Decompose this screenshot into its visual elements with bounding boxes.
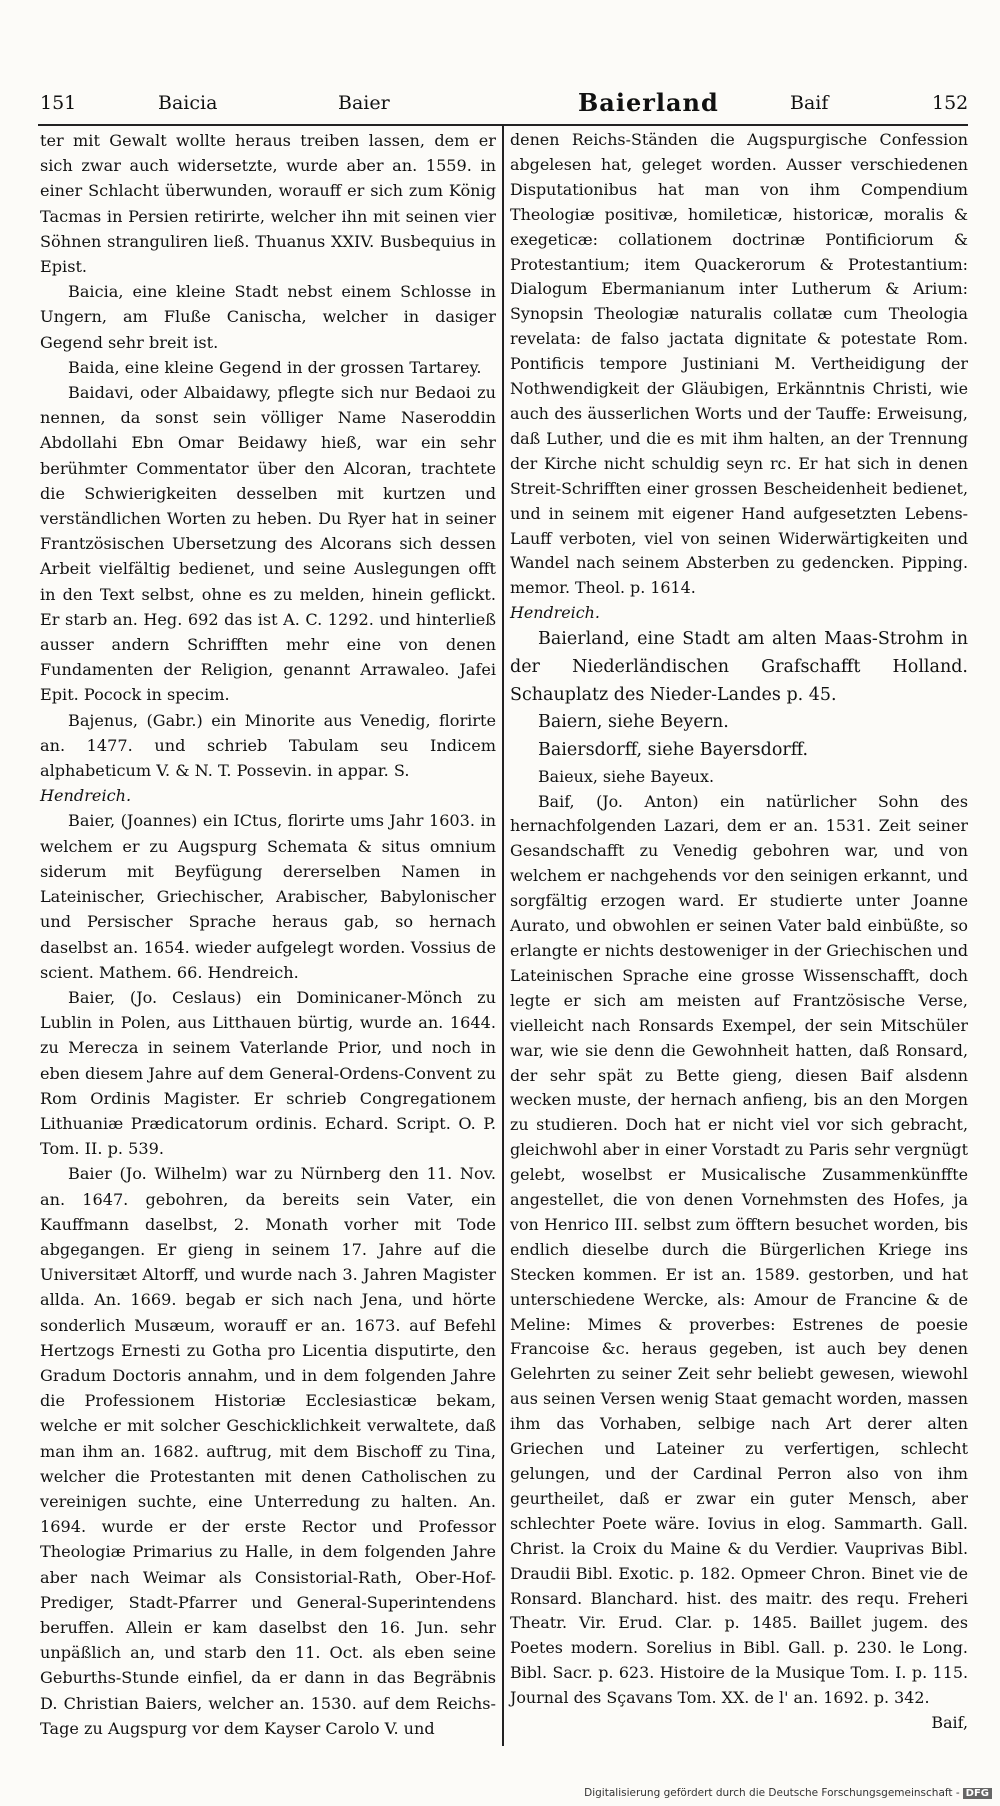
left-page-number: 151 bbox=[40, 92, 77, 114]
right-entry-5: Baieux, siehe Bayeux. bbox=[538, 766, 715, 786]
right-entry-2: Baierland, eine Stadt am alten Maas-Strohm in der Niederländischen Grafschafft Holland. Schauplatz des Nieder-Landes p. 45. bbox=[510, 629, 968, 705]
dfg-logo: DFG bbox=[963, 1788, 992, 1799]
left-reference-5: Hendreich. bbox=[40, 786, 132, 806]
left-entry-7: Baier, (Jo. Ceslaus) ein Dominicaner-Mönch zu Lublin in Polen, aus Litthauen bürtig, wurde an. 1644. zu Merecza in seinem Vaterlande Prior, und noch in eben diesem Jahre auf dem General-Ordens-Convent zu Rom Ordinis Magister. Er schrieb Congregationem Lithuaniæ Prædicatorum ordinis. Echard. Script. O. P. Tom. II. p. 539. bbox=[40, 987, 496, 1159]
right-entry-3: Baiern, siehe Beyern. bbox=[538, 712, 729, 733]
left-running-head-2: Baier bbox=[338, 92, 390, 114]
right-entry-6: Baif, (Jo. Anton) ein natürlicher Sohn des hernachfolgenden Lazari, dem er an. 1531. Zeit seiner Gesandschafft zu Venedig gebohren war, und von welchem er nachgehends vor den seinigen erkannt, und sorgfältig erzogen ward. Er studierte unter Joanne Aurato, und obwohlen er seinen Vater bald einbüßte, so erlangte er nichts destoweniger in der Griechischen und Lateinischen Sprache eine grosse Wissenschafft, doch legte er sich am meisten auf Frantzösische Verse, vielleicht nach Ronsards Exempel, der sein Mitschüler war, wie sie denn die Gewohnheit hatten, daß Ronsard, der sehr spät zu Bette gieng, diesen Baif alsdenn wecken muste, der hernach anfieng, bis an den Morgen zu studieren. Doch hat er nicht viel vor sich gebracht, gleichwohl aber in einer Vorstadt zu Paris sehr vergnügt gelebt, woselbst er Musicalische Zusammenkünffte angestellet, die von denen Vornehmsten des Hofes, ja von Henrico III. selbst zum öfftern besuchet worden, bis endlich dieselbe durch die Bürgerlichen Kriege ins Stecken kommen. Er ist an. 1589. gestorben, und hat unterschiedene Wercke, als: Amour de Francine & de Meline: Mimes & proverbes: Estrenes de poesie Francoise &c. heraus gegeben, ist auch bey denen Gelehrten zu seiner Zeit sehr beliebt gewesen, wiewohl aus seinen Versen wenig Staat gemacht worden, massen ihm das Vorhaben, selbige nach Art derer alten Griechen und Lateiner zu verfertigen, schlecht gelungen, und der Cardinal Perron also von ihm geurtheilet, daß er zwar ein guter Mensch, aber schlechter Poete wäre. Iovius in elog. Sammarth. Gall. Christ. la Croix du Maine & du Verdier. Vauprivas Bibl. Draudii Bibl. Exotic. p. 182. Opmeer Chron. Binet vie de Ronsard. Blanchard. hist. des maitr. des requ. Freheri Theatr. Vir. Erud. Clar. p. 1485. Baillet jugem. des Poetes modern. Sorelius in Bibl. Gall. p. 230. le Long. Bibl. Sacr. p. 623. Histoire de la Musique Tom. I. p. 115. Journal des Sçavans Tom. XX. de l' an. 1692. p. 342. bbox=[510, 791, 968, 1708]
digitization-footer bbox=[0, 1787, 992, 1799]
right-catchword-7: Baif, bbox=[931, 1713, 968, 1733]
left-entry-2: Baida, eine kleine Gegend in der grossen Tartarey. bbox=[68, 357, 482, 377]
column-divider bbox=[502, 126, 504, 1746]
left-entry-3: Baidavi, oder Albaidawy, pflegte sich nur Bedaoi zu nennen, da sonst sein völliger Name Naseroddin Abdollahi Ebn Omar Beidawy hieß, war ein sehr berühmter Commentator über den Alcoran, trachtete die Schwierigkeiten desselben mit kurtzen und verständlichen Worten zu heben. Du Ryer hat in seiner Frantzösischen Ubersetzung des Alcorans sich dessen Arbeit vielfältig bedienet, und seine Auslegungen offt in den Text selbst, ohne es zu melden, hinein geflickt. Er starb an. Heg. 692 das ist A. C. 1292. und hinterließ ausser andern Schrifften mehr eine von denen Fundamenten der Religion, genannt Arrawaleo. Jafei Epit. Pocock in specim. bbox=[40, 383, 496, 705]
right-column bbox=[510, 128, 968, 1736]
left-entry-1: Baicia, eine kleine Stadt nebst einem Schlosse in Ungern, am Fluße Canischa, welcher in dasiger Gegend sehr breit ist. bbox=[40, 282, 496, 352]
right-page-number: 152 bbox=[932, 92, 969, 114]
footer-text: Digitalisierung gefördert durch die Deutsche Forschungsgemeinschaft - bbox=[584, 1787, 960, 1799]
right-entry-0: denen Reichs-Ständen die Augspurgische Confession abgelesen hat, geleget worden. Ausser verschiedenen Disputationibus hat man von ihm Compendium Theologiæ positivæ, homileticæ, historicæ, moralis & exegeticæ: collationem doctrinæ Pontificiorum & Protestantium; item Quackerorum & Protestantium: Dialogum Ebermanianum inter Lutherum & Arium: Synopsin Theologiæ naturalis collatæ cum Theologia revelata: de falso jactata dignitate & potestate Rom. Pontificis tempore Justiniani M. Vertheidigung der Nothwendigkeit der Gläubigen, Erkänntnis Christi, wie auch des äusserlichen Worts und der Tauffe: Erweisung, daß Luther, und die es mit ihm halten, an der Trennung der Kirche nicht schuldig seyn rc. Er hat sich in denen Streit-Schrifften einer grossen Bescheidenheit bedienet, und in seinem mit eigener Hand aufgesetzten Lebens-Lauff verboten, viel von seinen Widerwärtigkeiten und Wandel nach seinem Absterben zu gedencken. Pipping. memor. Theol. p. 1614. bbox=[510, 130, 968, 598]
left-entry-0: ter mit Gewalt wollte heraus treiben lassen, dem er sich zwar auch widersetzte, wurde aber an. 1559. in einer Schlacht überwunden, worauff er sich zum König Tacmas in Persien retirirte, welcher ihn mit seinen vier Söhnen stranguliren ließ. Thuanus XXIV. Busbequius in Epist. bbox=[40, 131, 496, 277]
right-entry-4: Baiersdorff, siehe Bayersdorff. bbox=[538, 739, 809, 760]
right-running-head-2: Baif bbox=[790, 92, 829, 114]
left-entry-6: Baier, (Joannes) ein ICtus, florirte ums Jahr 1603. in welchem er zu Augspurg Schemata & situs omnium siderum mit Beyfügung dererselben Namen in Lateinischer, Griechischer, Arabischer, Babylonischer und Persischer Sprache heraus gab, so hernach daselbst an. 1654. wieder aufgelegt worden. Vossius de scient. Mathem. 66. Hendreich. bbox=[40, 811, 496, 982]
left-running-head-1: Baicia bbox=[158, 92, 218, 114]
left-column bbox=[40, 128, 496, 1741]
right-reference-1: Hendreich. bbox=[510, 603, 600, 623]
right-running-head-1: Baierland bbox=[578, 88, 719, 117]
left-entry-8: Baier (Jo. Wilhelm) war zu Nürnberg den 11. Nov. an. 1647. gebohren, da bereits sein Vater, ein Kauffmann daselbst, 2. Monath vorher mit Tode abgegangen. Er gieng in seinem 17. Jahre auf die Universitæt Altorff, und wurde nach 3. Jahren Magister allda. An. 1669. begab er sich nach Jena, und hörte sonderlich Musæum, worauff er an. 1673. auf Befehl Hertzogs Ernesti zu Gotha pro Licentia disputirte, den Gradum Doctoris annahm, und in dem folgenden Jahre die Professionem Historiæ Ecclesiasticæ bekam, welche er mit solcher Geschicklichkeit verwaltete, daß man ihm an. 1682. auftrug, mit dem Bischoff zu Tina, welcher die Protestanten mit denen Catholischen zu vereinigen suchte, eine Unterredung zu halten. An. 1694. wurde er der erste Rector und Professor Theologiæ Primarius zu Halle, in dem folgenden Jahre aber nach Weimar als Consistorial-Rath, Ober-Hof-Prediger, Stadt-Pfarrer und General-Superintendens beruffen. Allein er kam daselbst den 16. Jun. sehr unpäßlich an, und starb den 11. Oct. als eben seine Geburths-Stunde einfiel, da er dann in das Begräbnis D. Christian Baiers, welcher an. 1530. auf dem Reichs-Tage zu Augspurg vor dem Kayser Carolo V. und bbox=[40, 1164, 496, 1738]
left-entry-4: Bajenus, (Gabr.) ein Minorite aus Venedig, florirte an. 1477. und schrieb Tabulam seu Indicem alphabeticum V. & N. T. Possevin. in appar. S. bbox=[40, 710, 496, 781]
